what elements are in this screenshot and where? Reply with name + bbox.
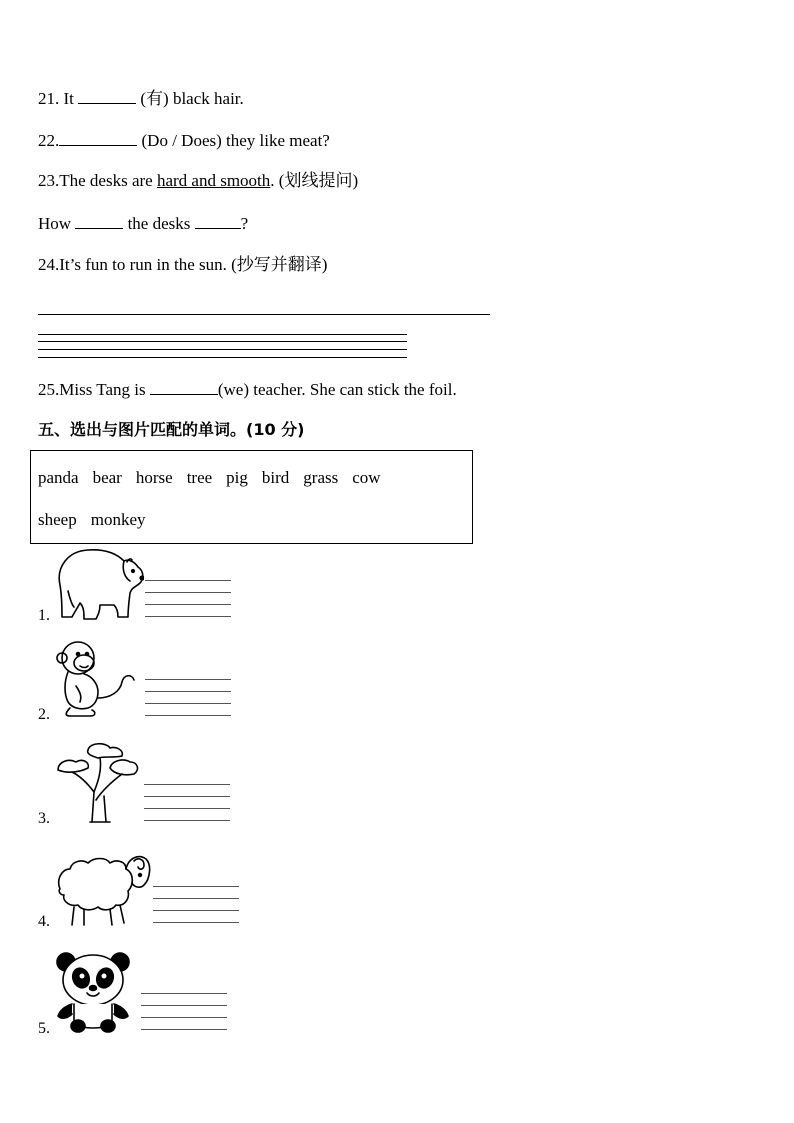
word-bank-item: bird: [261, 468, 290, 487]
question-21: [38, 88, 244, 109]
word-bank-item: sheep: [38, 510, 77, 529]
word-bank-row-1: [38, 468, 395, 488]
word-bank-row-2: [38, 510, 160, 530]
answer-line: [145, 715, 231, 716]
answer-line: [145, 691, 231, 692]
word-bank-item: horse: [135, 468, 173, 487]
question-text: Miss Tang is: [59, 380, 150, 399]
translation-line[interactable]: [38, 314, 490, 315]
answer-blank[interactable]: [75, 213, 123, 229]
answer-line: [141, 1005, 227, 1006]
section-heading: 五、选出与图片匹配的单词。(10 分): [38, 420, 305, 439]
question-text: The desks are: [59, 171, 157, 190]
question-number: 22.: [38, 131, 60, 150]
writing-line: [38, 341, 407, 342]
sheep-icon: [54, 845, 154, 929]
word-bank-item: bear: [92, 468, 122, 487]
answer-line: [141, 993, 227, 994]
matching-item-4: [38, 845, 258, 933]
answer-blank[interactable]: [78, 88, 136, 104]
question-text: (Do / Does) they like meat?: [137, 131, 330, 150]
question-text: . (划线提问): [270, 171, 359, 190]
word-bank-item: grass: [303, 468, 339, 487]
answer-line: [144, 796, 230, 797]
writing-line: [38, 334, 407, 335]
answer-line: [145, 604, 231, 605]
answer-line: [145, 616, 231, 617]
question-text: (有) black hair.: [136, 89, 244, 108]
item-number: 1.: [38, 607, 50, 624]
answer-line: [145, 679, 231, 680]
question-number: 21: [38, 89, 55, 108]
item-number: 2.: [38, 706, 50, 723]
matching-item-3: [38, 740, 258, 830]
underlined-phrase: hard and smooth: [156, 171, 271, 190]
question-text: ?: [240, 214, 249, 233]
question-number: 25.: [38, 380, 60, 399]
matching-item-5: [38, 948, 258, 1038]
answer-line: [141, 1017, 227, 1018]
question-23-answer: [38, 213, 248, 234]
monkey-icon: [54, 636, 144, 720]
answer-line: [144, 784, 230, 785]
question-number: 23.: [38, 171, 60, 190]
writing-line: [38, 357, 407, 358]
question-22: [38, 130, 330, 151]
bear-icon: [54, 545, 144, 623]
answer-line: [153, 886, 239, 887]
question-25: [38, 379, 457, 400]
word-bank-item: monkey: [90, 510, 146, 529]
answer-line: [144, 808, 230, 809]
question-23: [38, 171, 358, 191]
answer-line: [144, 820, 230, 821]
word-bank-item: panda: [38, 468, 79, 487]
answer-blank[interactable]: [150, 379, 218, 395]
word-bank-item: pig: [226, 468, 248, 487]
item-number: 3.: [38, 810, 50, 827]
answer-blank[interactable]: [59, 130, 137, 146]
answer-line: [141, 1029, 227, 1030]
answer-line: [145, 592, 231, 593]
question-text: It’s fun to run in the sun. (抄写并翻译): [59, 255, 328, 274]
answer-blank[interactable]: [195, 213, 241, 229]
answer-line: [145, 580, 231, 581]
question-text: . It: [55, 89, 79, 108]
item-number: 4.: [38, 913, 50, 930]
question-number: 24.: [38, 255, 60, 274]
word-bank-item: cow: [352, 468, 381, 487]
answer-line: [153, 922, 239, 923]
answer-line: [153, 910, 239, 911]
item-number: 5.: [38, 1020, 50, 1037]
writing-line: [38, 349, 407, 350]
matching-item-1: [38, 545, 258, 627]
answer-line: [145, 703, 231, 704]
tree-icon: [54, 740, 144, 826]
panda-icon: [54, 948, 134, 1034]
word-bank-item: tree: [186, 468, 213, 487]
question-text: (we) teacher. She can stick the foil.: [217, 380, 457, 399]
matching-item-2: [38, 636, 258, 726]
answer-line: [153, 898, 239, 899]
question-text: the desks: [123, 214, 195, 233]
question-24: [38, 255, 327, 275]
question-text: How: [38, 214, 76, 233]
word-bank-box: [30, 450, 473, 544]
